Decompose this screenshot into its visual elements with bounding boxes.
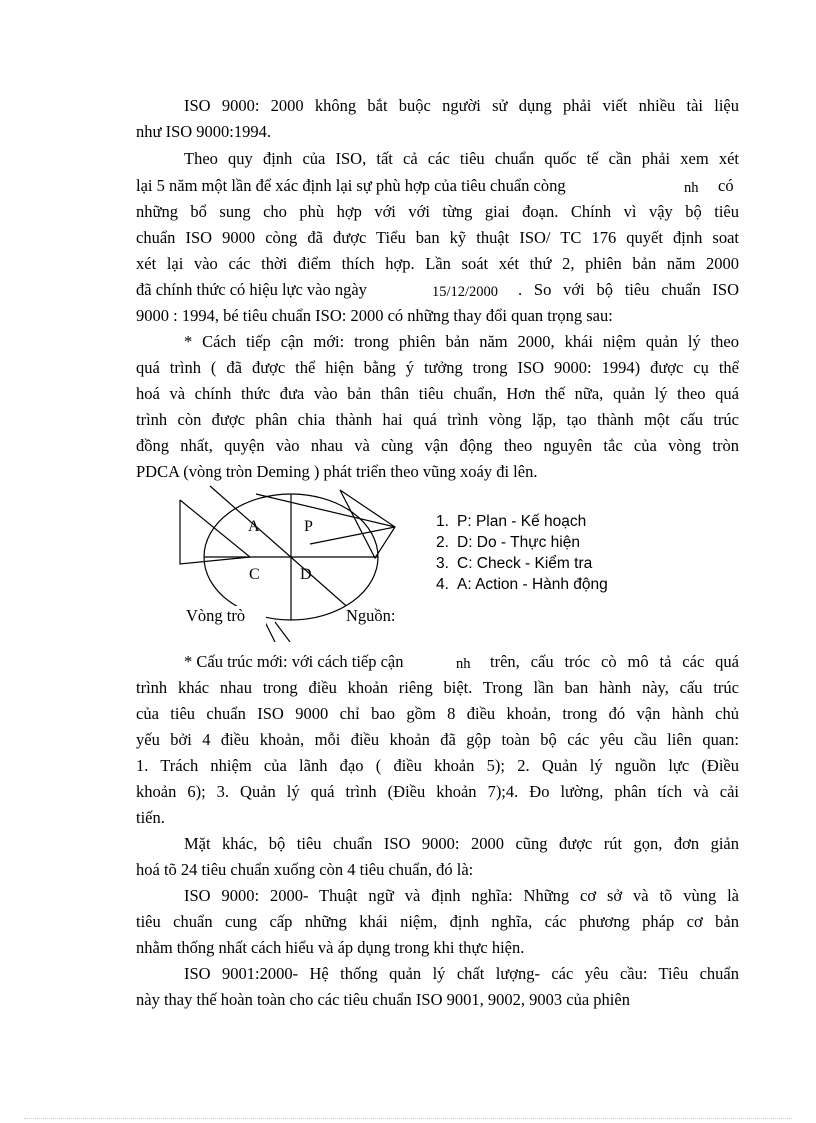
text-line: ISO 9000: 2000 không bắt buộc người sử dụng phải viết nhiều tài liệu [184,96,739,115]
text-line: tiêu chuẩn cung cấp những khái niệm, định nghĩa, các phương pháp cơ bản [136,912,739,931]
arrow-shape [340,490,395,558]
quadrant-label-d: D [300,566,312,583]
text-line: như ISO 9000:1994. [136,122,271,141]
text-line: yếu bởi 4 điều khoản, mỗi điều khoản đã gộp toàn bộ các yêu cầu liên quan: [136,730,739,749]
inline-fragment: nh [684,180,699,196]
text-line: ISO 9000: 2000- Thuật ngữ và định nghĩa: Những cơ sở và tõ vùng là [184,886,739,905]
text-line: 9000 : 1994, bé tiêu chuẩn ISO: 2000 có những thay đổi quan trọng sau: [136,306,613,325]
text-line: khoản 6); 3. Quản lý quá trình (Điều khoản 7);4. Đo lường, phân tích và cải [136,782,739,801]
text-line: của tiêu chuẩn ISO 9000 chỉ bao gồm 8 điều khoản, trong đó vận hành chủ [136,704,739,723]
text-line: những bổ sung cho phù hợp với với từng giai đoạn. Chính vì vậy bộ tiêu [136,202,739,221]
text-line: trình khác nhau trong điều khoản riêng biệt. Trong lần ban hành này, cấu trúc [136,678,739,697]
arrow-shape [180,500,250,564]
legend-item: 4. A: Action - Hành động [436,576,608,593]
text-line: xét lại vào các thời điểm thích hợp. Lần soát xét thứ 2, phiên bản năm 2000 [136,254,739,273]
text-line: trên, cấu tróc cò mô tả các quá [490,652,739,671]
text-line: quá trình ( đã được thể hiện bằng ý tưởng trong ISO 9000: 1994) được cụ thể [136,358,739,377]
legend-item: 1. P: Plan - Kế hoạch [436,513,587,530]
text-line: tiến. [136,808,165,827]
diagonal-line [310,527,395,544]
text-line: ISO 9001:2000- Hệ thống quản lý chất lượng- các yêu cầu: Tiêu chuẩn [184,964,739,983]
text-line: lại 5 năm một lần để xác định lại sự phù hợp của tiêu chuẩn còng [136,176,566,195]
text-line: . So với bộ tiêu chuẩn ISO [518,280,739,299]
text-line: hoá tõ 24 tiêu chuẩn xuống còn 4 tiêu chuẩn, đó là: [136,860,474,879]
text-line: chuẩn ISO 9000 còng đã được Tiểu ban kỹ thuật ISO/ TC 176 quyết định soat [136,228,739,247]
text-line: trình còn được phân chia thành hai quá trình vòng lặp, tạo thành một cấu trúc [136,410,739,429]
text-line: Mặt khác, bộ tiêu chuẩn ISO 9000: 2000 cũng được rút gọn, đơn giản [184,834,739,853]
legend-item: 3. C: Check - Kiểm tra [436,555,593,572]
inline-date: 15/12/2000 [432,284,499,300]
quadrant-label-a: A [248,518,260,535]
text-line: Theo quy định của ISO, tất cả các tiêu chuẩn quốc tế cần phải xem xét [184,149,739,168]
text-line: đồng nhất, quyện vào nhau và cùng vận động theo nguyên tắc của vòng tròn [136,436,739,455]
text-line: 1. Trách nhiệm của lãnh đạo ( điều khoản 5); 2. Quản lý nguồn lực (Điều [136,756,739,775]
text-line: nhằm thống nhất cách hiểu và áp dụng trong khi thực hiện. [136,938,525,957]
diagram-caption-left: Vòng trò [186,606,266,626]
text-line: * Cách tiếp cận mới: trong phiên bản năm 2000, khái niệm quản lý theo [184,332,739,351]
legend-item: 2. D: Do - Thực hiện [436,534,580,551]
quadrant-label-p: P [304,518,313,535]
text-line: có [718,176,734,195]
diagonal-line [210,486,360,618]
diagram-caption-right: Nguồn: [346,606,406,626]
text-line: PDCA (vòng tròn Deming ) phát triển theo vũng xoáy đi lên. [136,462,538,481]
text-line: đã chính thức có hiệu lực vào ngày [136,280,367,299]
text-line: * Cấu trúc mới: với cách tiếp cận [184,652,404,671]
quadrant-label-c: C [249,566,260,583]
inline-fragment: nh [456,656,471,672]
text-line: hoá và chính thức đưa vào bản thân tiêu chuẩn, Hơn thế nữa, quản lý theo quá [136,384,739,403]
page-bottom-border [24,1118,792,1119]
text-line: này thay thế hoàn toàn cho các tiêu chuẩn ISO 9001, 9002, 9003 của phiên [136,990,630,1009]
